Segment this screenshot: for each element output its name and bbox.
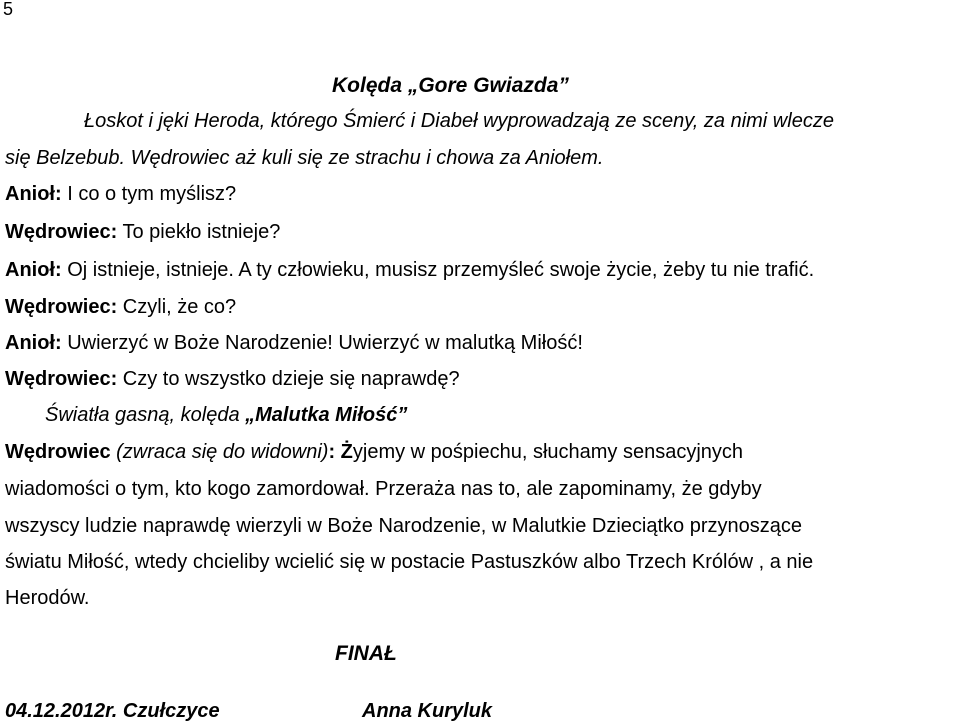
monologue-line-3: wszyscy ludzie naprawdę wierzyli w Boże Narodzenie, w Malutkie Dzieciątko przynoszące xyxy=(5,515,802,537)
colon: : xyxy=(328,441,341,463)
footer-author: Anna Kuryluk xyxy=(362,700,493,722)
monologue-line-2: wiadomości o tym, kto kogo zamordował. Przeraża nas to, ale zapominamy, że gdyby xyxy=(5,478,762,500)
dialogue-text: Uwierzyć w Boże Narodzenie! Uwierzyć w malutką Miłość! xyxy=(61,332,583,354)
dialogue-text: Oj istnieje, istnieje. A ty człowieku, musisz przemyśleć swoje życie, żeby tu nie trafić. xyxy=(61,259,815,281)
footer-date-place: 04.12.2012r. Czułczyce xyxy=(5,700,220,722)
speaker-label: Wędrowiec xyxy=(5,441,111,463)
first-letter: Ż xyxy=(340,441,353,463)
speaker-label: Wędrowiec: xyxy=(5,368,118,390)
stage-direction-text: Światła gasną, kolęda xyxy=(45,404,246,426)
finale-heading: FINAŁ xyxy=(335,642,397,665)
dialogue-text: Czyli, że co? xyxy=(117,296,237,318)
dialogue-line xyxy=(5,218,280,246)
speaker-label: Anioł: xyxy=(5,332,62,354)
aside-text: (zwraca się do widowni) xyxy=(110,441,329,463)
monologue-line-5: Herodów. xyxy=(5,587,90,609)
page-title: Kolęda „Gore Gwiazda” xyxy=(332,74,569,97)
dialogue-line xyxy=(5,365,460,393)
stage-direction-line-1: Łoskot i jęki Heroda, którego Śmierć i Diabeł wyprowadzają ze sceny, za nimi wlecze xyxy=(84,110,834,132)
speaker-label: Anioł: xyxy=(5,183,62,205)
page-number: 5 xyxy=(3,0,14,19)
stage-direction-song xyxy=(45,401,407,429)
speaker-label: Anioł: xyxy=(5,259,62,281)
stage-direction-line-2: się Belzebub. Wędrowiec aż kuli się ze strachu i chowa za Aniołem. xyxy=(5,147,604,169)
dialogue-text: Czy to wszystko dzieje się naprawdę? xyxy=(117,368,460,390)
monologue-line-4: światu Miłość, wtedy chcieliby wcielić się w postacie Pastuszków albo Trzech Królów , a nie xyxy=(5,551,814,573)
dialogue-text: I co o tym myślisz? xyxy=(61,183,237,205)
monologue-line-1 xyxy=(5,438,743,466)
dialogue-line xyxy=(5,293,236,321)
dialogue-line xyxy=(5,329,583,357)
speaker-label: Wędrowiec: xyxy=(5,221,118,243)
speaker-label: Wędrowiec: xyxy=(5,296,118,318)
dialogue-line xyxy=(5,180,236,208)
dialogue-text: To piekło istnieje? xyxy=(117,221,281,243)
monologue-text: yjemy w pośpiechu, słuchamy sensacyjnych xyxy=(352,441,744,463)
dialogue-line xyxy=(5,256,814,284)
song-title: „Malutka Miłość” xyxy=(245,404,408,426)
